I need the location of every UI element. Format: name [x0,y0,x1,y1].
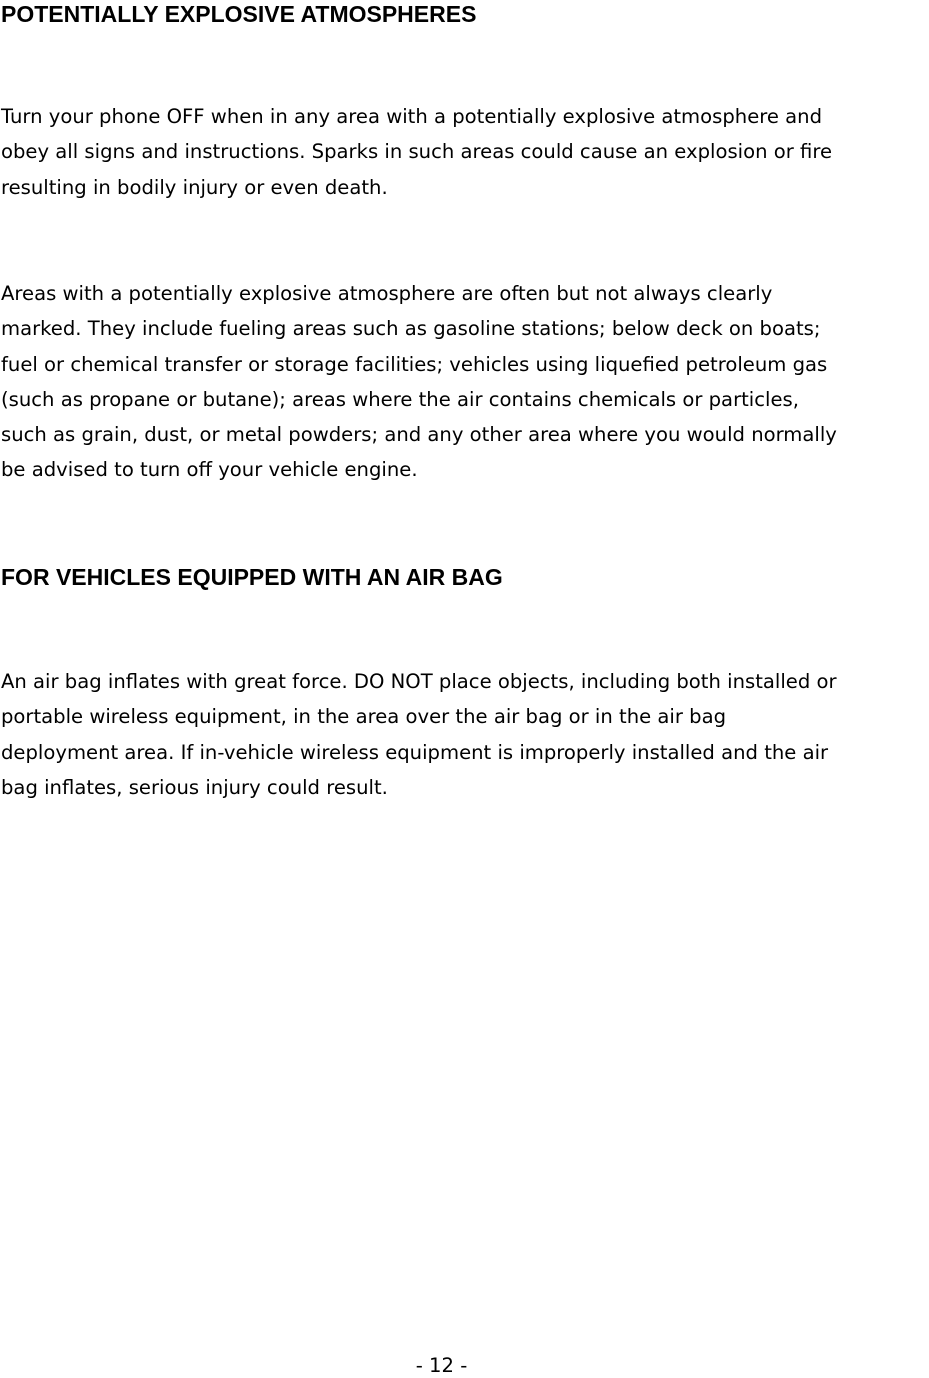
text-line: marked. They include fueling areas such as gasoline stations; below deck on boats; [1,317,821,341]
text-line: obey all signs and instructions. Sparks in such areas could cause an explosion or fire [1,140,833,164]
text-line: resulting in bodily injury or even death. [1,175,388,199]
text-line: deployment area. If in-vehicle wireless equipment is improperly installed and the air [1,740,829,764]
paragraph-explosive-areas [1,276,929,488]
text-line: be advised to turn off your vehicle engine. [1,458,418,482]
text-line: Areas with a potentially explosive atmosphere are often but not always clearly [1,282,773,305]
text-line: Turn your phone OFF when in any area with a potentially explosive atmosphere and [1,105,823,128]
text-line: such as grain, dust, or metal powders; and any other area where you would normally [1,423,837,447]
section-heading-explosive-atmospheres: POTENTIALLY EXPLOSIVE ATMOSPHERES [1,1,477,27]
text-line: fuel or chemical transfer or storage facilities; vehicles using liquefied petroleum gas [1,352,828,376]
section-heading-air-bag: FOR VEHICLES EQUIPPED WITH AN AIR BAG [1,564,503,590]
paragraph-air-bag [1,664,929,805]
text-line: portable wireless equipment, in the area over the air bag or in the air bag [1,705,727,729]
page-number: - 12 - [415,1354,468,1377]
paragraph-turn-phone-off [1,99,929,205]
text-line: bag inflates, serious injury could result. [1,775,388,799]
text-line: (such as propane or butane); areas where the air contains chemicals or particles, [1,387,799,411]
text-line: An air bag inflates with great force. DO NOT place objects, including both installed or [1,670,837,693]
